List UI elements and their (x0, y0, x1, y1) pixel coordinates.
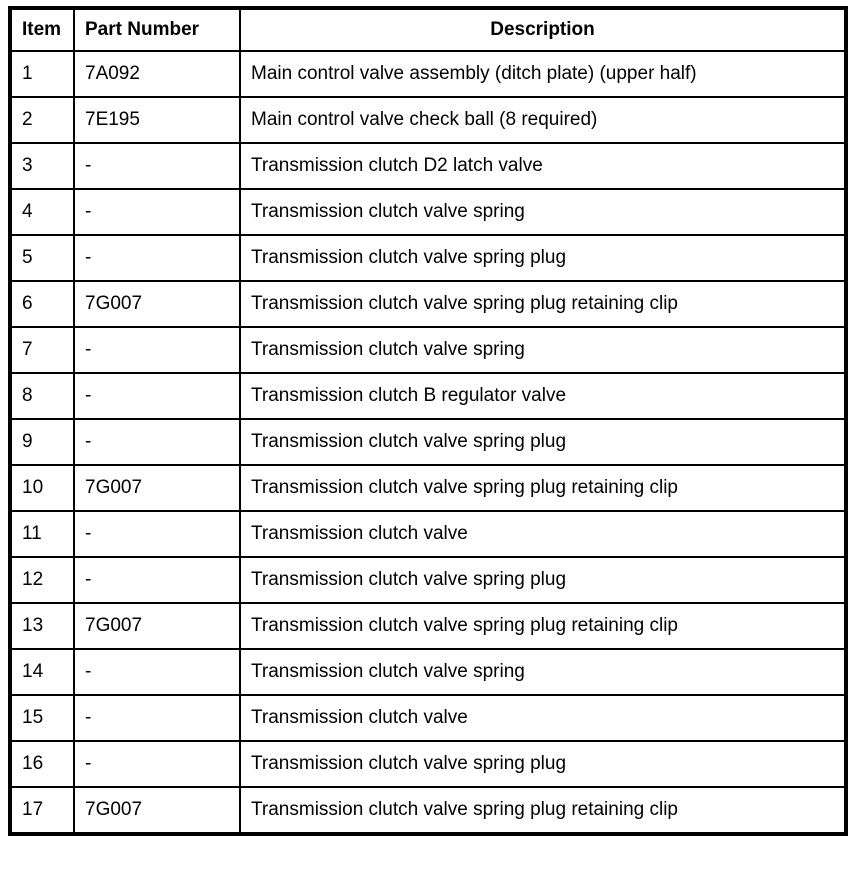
item-cell: 6 (10, 281, 74, 327)
item-cell: 15 (10, 695, 74, 741)
item-cell: 4 (10, 189, 74, 235)
item-cell: 8 (10, 373, 74, 419)
table-row (10, 189, 846, 235)
part-number-cell: - (74, 143, 240, 189)
item-cell: 17 (10, 787, 74, 834)
part-number-cell: - (74, 235, 240, 281)
description-cell: Transmission clutch valve (240, 511, 846, 557)
header-row (10, 8, 846, 51)
description-cell: Transmission clutch valve spring plug retaining clip (240, 281, 846, 327)
table-row (10, 649, 846, 695)
description-cell: Transmission clutch valve spring (240, 327, 846, 373)
part-number-cell: - (74, 557, 240, 603)
part-number-cell: - (74, 649, 240, 695)
part-number-cell: 7A092 (74, 51, 240, 97)
table-row (10, 143, 846, 189)
column-header-item: Item (10, 8, 74, 51)
item-cell: 7 (10, 327, 74, 373)
table-row (10, 557, 846, 603)
table-row (10, 695, 846, 741)
parts-table-header (10, 8, 846, 51)
item-cell: 12 (10, 557, 74, 603)
description-cell: Main control valve assembly (ditch plate) (upper half) (240, 51, 846, 97)
table-row (10, 419, 846, 465)
description-cell: Transmission clutch valve spring (240, 189, 846, 235)
description-cell: Transmission clutch valve spring plug retaining clip (240, 603, 846, 649)
item-cell: 2 (10, 97, 74, 143)
column-header-description: Description (240, 8, 846, 51)
item-cell: 11 (10, 511, 74, 557)
column-header-part-number: Part Number (74, 8, 240, 51)
item-cell: 9 (10, 419, 74, 465)
description-cell: Transmission clutch D2 latch valve (240, 143, 846, 189)
table-row (10, 327, 846, 373)
part-number-cell: - (74, 189, 240, 235)
table-row (10, 235, 846, 281)
item-cell: 1 (10, 51, 74, 97)
parts-table (8, 6, 848, 836)
part-number-cell: 7E195 (74, 97, 240, 143)
description-cell: Transmission clutch valve spring plug (240, 419, 846, 465)
part-number-cell: - (74, 327, 240, 373)
table-row (10, 603, 846, 649)
parts-table-body (10, 51, 846, 834)
description-cell: Transmission clutch valve spring (240, 649, 846, 695)
item-cell: 14 (10, 649, 74, 695)
part-number-cell: - (74, 741, 240, 787)
table-row (10, 741, 846, 787)
part-number-cell: - (74, 419, 240, 465)
table-row (10, 281, 846, 327)
description-cell: Transmission clutch valve (240, 695, 846, 741)
description-cell: Transmission clutch valve spring plug (240, 557, 846, 603)
part-number-cell: - (74, 511, 240, 557)
description-cell: Transmission clutch valve spring plug (240, 741, 846, 787)
part-number-cell: 7G007 (74, 465, 240, 511)
part-number-cell: 7G007 (74, 787, 240, 834)
part-number-cell: 7G007 (74, 281, 240, 327)
table-row (10, 787, 846, 834)
table-row (10, 97, 846, 143)
description-cell: Main control valve check ball (8 required) (240, 97, 846, 143)
item-cell: 16 (10, 741, 74, 787)
table-row (10, 465, 846, 511)
table-row (10, 51, 846, 97)
part-number-cell: - (74, 373, 240, 419)
description-cell: Transmission clutch valve spring plug (240, 235, 846, 281)
item-cell: 10 (10, 465, 74, 511)
table-row (10, 511, 846, 557)
description-cell: Transmission clutch valve spring plug retaining clip (240, 787, 846, 834)
description-cell: Transmission clutch B regulator valve (240, 373, 846, 419)
table-row (10, 373, 846, 419)
part-number-cell: - (74, 695, 240, 741)
part-number-cell: 7G007 (74, 603, 240, 649)
item-cell: 5 (10, 235, 74, 281)
item-cell: 13 (10, 603, 74, 649)
item-cell: 3 (10, 143, 74, 189)
description-cell: Transmission clutch valve spring plug retaining clip (240, 465, 846, 511)
